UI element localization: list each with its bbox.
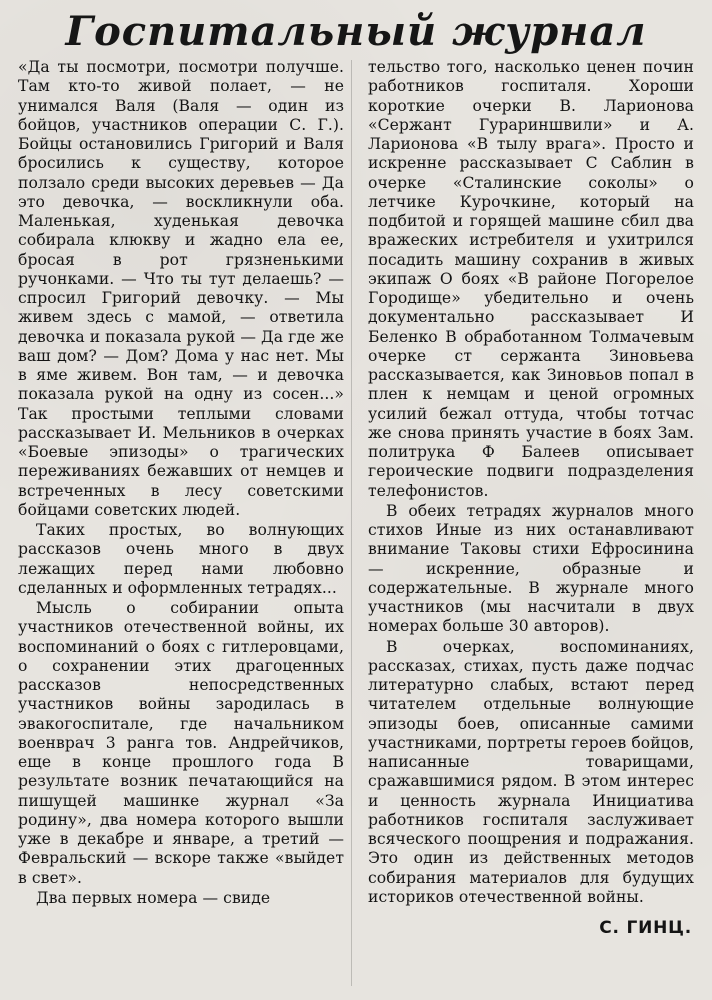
right-paragraph-3: В очерках, воспоминаниях, рассказах, стихах, пусть даже подчас литературно слабых, встают перед читателем отдельные волнующие эпизоды боев, описанные самими участниками, портреты героев бойцов, написанные товарищами, сражавшимися рядом. В этом интерес и ценность журнала Инициатива работников госпиталя заслуживает всяческого поощрения и подражания. Это один из действенных методов собирания материалов для будущих историков отечественной войны. [368,637,694,906]
left-paragraph-3: Мысль о собирании опыта участников отечественной войны, их воспоминаний о боях с гитлеровцами, о сохранении этих драгоценных рассказов непосредственных участников войны зародилась в эвакогоспитале, где начальником военврач 3 ранга тов. Андрейчиков, еще в конце прошлого года В результате возник печатающийся на пишущей машинке журнал «За родину», два номера которого вышли уже в декабре и январе, а третий — Февральский — вскоре также «выйдет в свет». [18,599,344,887]
article-body [18,58,694,988]
right-paragraph-2: В обеих тетрадях журналов много стихов Иные из них останавливают внимание Таковы стихи Ефросинина — искренние, образные и содержательные. В журнале много участников (мы насчитали в двух номерах больше 30 авторов). [368,501,694,636]
left-paragraph-4: Два первых номера — свиде [36,888,271,907]
right-column [368,58,694,988]
right-paragraph-1: тельство того, насколько ценен почин работников госпиталя. Хороши короткие очерки В. Ларионова «Сержант Гурариншвили» и А. Ларионова «В тылу врага». Просто и искренне рассказывает С Саблин в очерке «Сталинские соколы» о летчике Курочкине, который на подбитой и горящей машине сбил два вражеских истребителя и ухитрился посадить машину сохранив в живых экипаж О боях «В районе Погорелое Городище» убедительно и очень документально рассказывает И Беленко В обработанном Толмачевым очерке ст сержанта Зиновьева рассказывается, как Зиновьов попал в плен к немцам и ценой огромных усилий бежал оттуда, чтобы тотчас же снова принять участие в боях Зам. политрука Ф Балеев описывает героические подвиги подразделения телефонистов. [368,58,694,500]
left-paragraph-2: Таких простых, во волнующих рассказов очень много в двух лежащих перед нами любовно сделанных и оформленных тетрадях... [18,521,344,597]
article-title: Госпитальный журнал [65,8,647,55]
author-signature: С. ГИНЦ. [599,918,692,938]
left-paragraph-1: «Да ты посмотри, посмотри получше. Там кто-то живой полает, — не унимался Валя (Валя — один из бойцов, участников операции С. Г.). Бойцы остановились Григорий и Валя бросились к существу, которое ползало среди высоких деревьев — Да это девочка, — воскликнули оба. Маленькая, худенькая девочка собирала клюкву и жадно ела ее, бросая в рот грязненькими ручонками. — Что ты тут делаешь? — спросил Григорий девочку. — Мы живем здесь с мамой, — ответила девочка и показала рукой — Да где же ваш дом? — Дом? Дома у нас нет. Мы в яме живем. Вон там, — и девочка показала рукой на одну из сосен...» Так простыми теплыми словами рассказывает И. Мельников в очерках «Боевые эпизоды» о трагических переживаниях бежавших от немцев и встреченных в лесу советскими бойцами советских людей. [18,58,344,519]
left-column [18,58,344,988]
